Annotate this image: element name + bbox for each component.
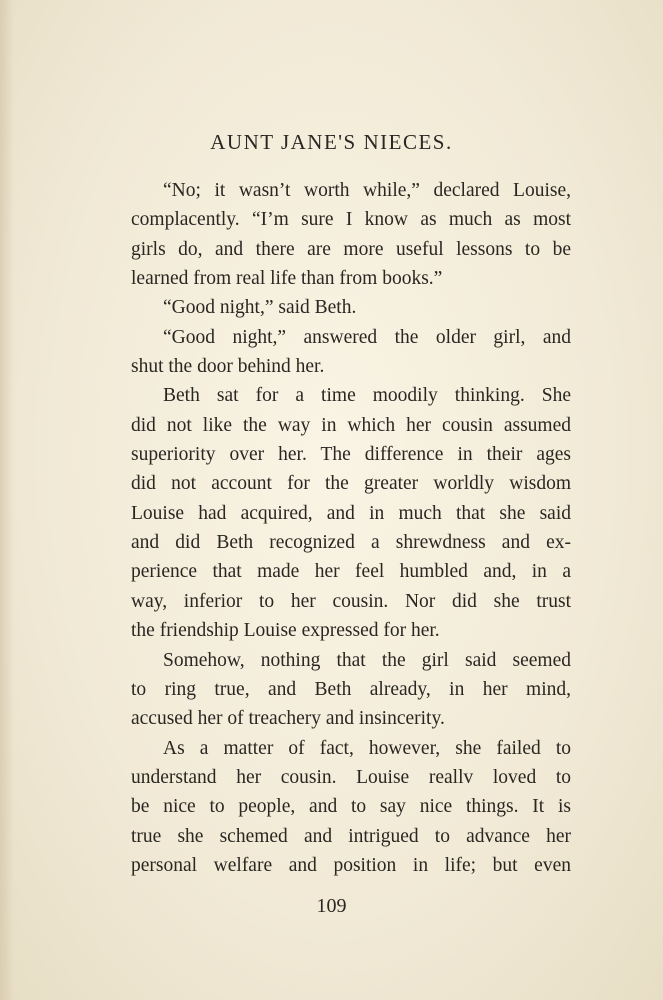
body-text — [131, 176, 571, 880]
text-line: and did Beth recognized a shrewdness and ex- — [131, 532, 571, 554]
text-line: shut the door behind her. — [131, 356, 325, 378]
text-line: to ring true, and Beth already, in her mind, — [131, 678, 571, 700]
text-line: Somehow, nothing that the girl said seemed — [163, 649, 571, 671]
text-line: way, inferior to her cousin. Nor did she trust — [131, 590, 571, 612]
text-line: personal welfare and position in life; but even — [131, 854, 571, 876]
text-line: Louise had acquired, and in much that she said — [131, 502, 571, 524]
text-line: did not like the way in which her cousin assumed — [131, 414, 571, 436]
text-line: superiority over her. The difference in their ages — [131, 444, 571, 466]
text-line: the friendship Louise expressed for her. — [131, 620, 440, 642]
text-line: accused her of treachery and insincerity. — [131, 708, 445, 730]
text-line: “Good night,” answered the older girl, and — [163, 326, 571, 348]
text-line: true she schemed and intrigued to advance her — [131, 825, 571, 847]
text-line: learned from real life than from books.” — [131, 268, 443, 290]
text-line: Beth sat for a time moodily thinking. She — [163, 385, 571, 407]
running-head: AUNT JANE'S NIECES. — [210, 130, 453, 154]
text-line: perience that made her feel humbled and, in a — [131, 561, 571, 583]
text-line: understand her cousin. Louise reallv loved to — [131, 766, 571, 788]
text-line: As a matter of fact, however, she failed to — [163, 737, 571, 759]
text-line: girls do, and there are more useful lessons to be — [131, 238, 571, 260]
page-number: 109 — [316, 895, 347, 917]
text-line: did not account for the greater worldly wisdom — [131, 473, 571, 495]
text-line: “No; it wasn’t worth while,” declared Louise, — [163, 180, 571, 201]
text-line: be nice to people, and to say nice things. It is — [131, 796, 571, 818]
text-line: “Good night,” said Beth. — [163, 297, 357, 319]
text-line: complacently. “I’m sure I know as much as most — [131, 209, 571, 231]
